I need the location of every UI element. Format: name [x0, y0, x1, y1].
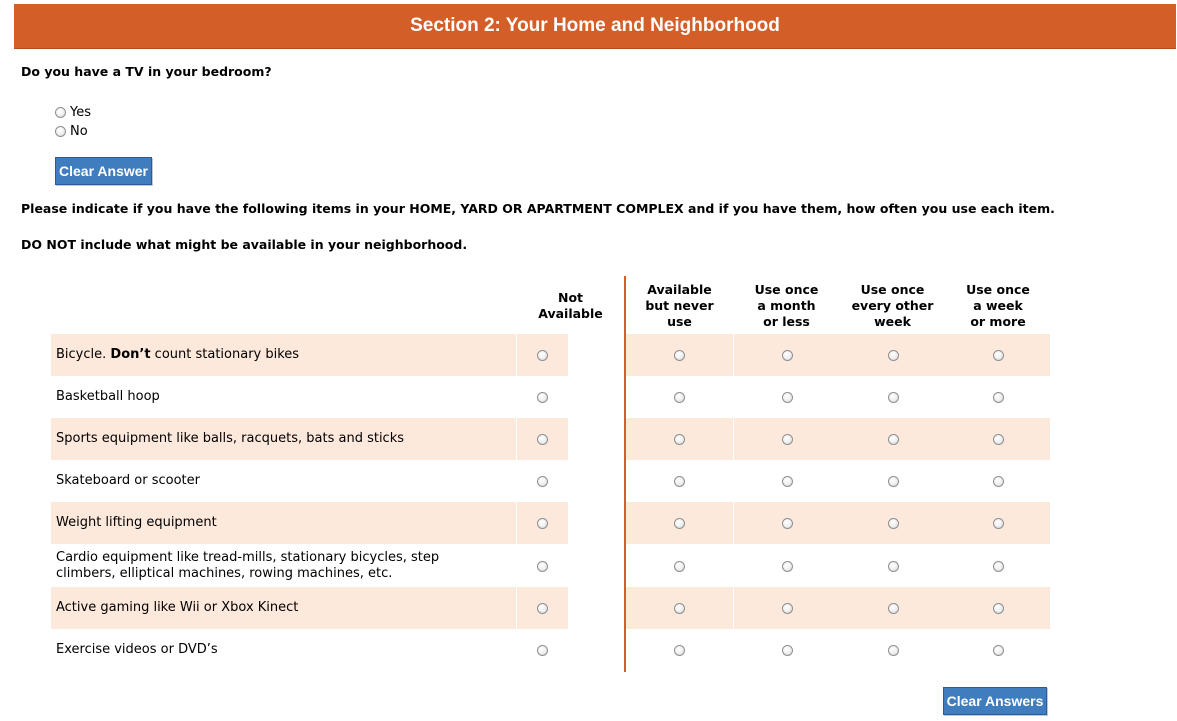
answer-cell: [517, 502, 568, 544]
answer-cell: [625, 418, 733, 460]
section-header: Section 2: Your Home and Neighborhood: [14, 4, 1176, 49]
frequency-radio[interactable]: [537, 518, 548, 529]
answer-cell: [625, 376, 733, 418]
frequency-radio[interactable]: [993, 350, 1004, 361]
answer-cell: [517, 460, 568, 502]
answer-cell: [734, 334, 840, 376]
answer-cell: [840, 587, 946, 629]
column-header-biweekly: Use once every other week: [851, 282, 934, 329]
frequency-radio[interactable]: [993, 561, 1004, 572]
answer-cell: [946, 460, 1050, 502]
frequency-radio[interactable]: [782, 392, 793, 403]
item-label: Skateboard or scooter: [56, 473, 200, 488]
frequency-radio[interactable]: [537, 434, 548, 445]
answer-cell: [840, 502, 946, 544]
answer-cell: [517, 334, 568, 376]
frequency-radio[interactable]: [674, 603, 685, 614]
item-label: Exercise videos or DVD’s: [56, 642, 218, 657]
frequency-radio[interactable]: [537, 645, 548, 656]
item-label: Cardio equipment like tread-mills, stationary bicycles, step climbers, elliptical machines, rowing machines, etc.: [56, 550, 440, 581]
answer-cell: [734, 587, 840, 629]
frequency-radio[interactable]: [993, 518, 1004, 529]
frequency-radio[interactable]: [993, 476, 1004, 487]
clear-answer-button[interactable]: Clear Answer: [55, 157, 152, 185]
frequency-radio[interactable]: [537, 350, 548, 361]
frequency-radio[interactable]: [674, 350, 685, 361]
frequency-radio[interactable]: [888, 603, 899, 614]
answer-cell: [734, 418, 840, 460]
frequency-radio[interactable]: [674, 434, 685, 445]
frequency-radio[interactable]: [674, 561, 685, 572]
column-header-monthly: Use once a month or less: [754, 282, 819, 329]
option-yes[interactable]: [55, 105, 91, 120]
item-label: Sports equipment like balls, racquets, bats and sticks: [51, 418, 516, 460]
frequency-radio[interactable]: [674, 518, 685, 529]
frequency-radio[interactable]: [537, 476, 548, 487]
answer-cell: [625, 587, 733, 629]
frequency-radio[interactable]: [674, 645, 685, 656]
answer-cell: [946, 418, 1050, 460]
frequency-radio[interactable]: [782, 561, 793, 572]
frequency-radio[interactable]: [537, 561, 548, 572]
frequency-radio[interactable]: [674, 476, 685, 487]
option-no-label: No: [70, 124, 88, 139]
item-label: Basketball hoop: [56, 389, 160, 404]
frequency-radio[interactable]: [993, 392, 1004, 403]
answer-cell: [946, 545, 1050, 587]
frequency-radio[interactable]: [888, 645, 899, 656]
frequency-radio[interactable]: [537, 603, 548, 614]
item-row: [51, 545, 1050, 587]
no-radio[interactable]: [55, 126, 66, 137]
frequency-radio[interactable]: [888, 350, 899, 361]
answer-cell: [517, 376, 568, 418]
frequency-radio[interactable]: [782, 518, 793, 529]
item-label: Weight lifting equipment: [51, 502, 516, 544]
option-no[interactable]: [55, 124, 88, 139]
frequency-radio[interactable]: [782, 476, 793, 487]
answer-cell: [840, 460, 946, 502]
answer-cell: [840, 629, 946, 671]
answer-cell: [625, 334, 733, 376]
item-row: [51, 460, 1050, 502]
column-header-weekly: Use once a week or more: [966, 282, 1030, 329]
answer-cell: [840, 545, 946, 587]
answer-cell: [517, 545, 568, 587]
item-label: Active gaming like Wii or Xbox Kinect: [51, 587, 516, 629]
answer-cell: [734, 376, 840, 418]
frequency-radio[interactable]: [888, 518, 899, 529]
item-row: [51, 502, 1050, 544]
answer-cell: [840, 418, 946, 460]
answer-cell: [625, 502, 733, 544]
answer-cell: [734, 460, 840, 502]
answer-cell: [625, 629, 733, 671]
item-row: [51, 587, 1050, 629]
item-label: Bicycle. Don’t count stationary bikes: [51, 334, 516, 376]
column-header-not-available: Not Available: [538, 290, 603, 321]
answer-cell: [517, 629, 568, 671]
answer-cell: [946, 587, 1050, 629]
option-yes-label: Yes: [70, 105, 91, 120]
answer-cell: [946, 334, 1050, 376]
answer-cell: [734, 502, 840, 544]
frequency-radio[interactable]: [993, 645, 1004, 656]
frequency-radio[interactable]: [888, 561, 899, 572]
frequency-radio[interactable]: [782, 434, 793, 445]
answer-cell: [946, 629, 1050, 671]
clear-answers-button[interactable]: Clear Answers: [943, 687, 1047, 715]
answer-cell: [517, 587, 568, 629]
answer-cell: [840, 334, 946, 376]
answer-cell: [734, 545, 840, 587]
frequency-radio[interactable]: [782, 603, 793, 614]
answer-cell: [840, 376, 946, 418]
instruction-text: Please indicate if you have the following items in your HOME, YARD OR APARTMENT COMPLEX and if you have them, how often you use each item.: [21, 201, 1055, 216]
frequency-radio[interactable]: [782, 645, 793, 656]
answer-cell: [734, 629, 840, 671]
column-header-available-never-use: Available but never use: [645, 282, 714, 329]
item-row: [51, 629, 1050, 671]
item-row: [51, 334, 1050, 376]
frequency-radio[interactable]: [782, 350, 793, 361]
answer-cell: [946, 376, 1050, 418]
item-row: [51, 418, 1050, 460]
frequency-radio[interactable]: [888, 476, 899, 487]
answer-cell: [517, 418, 568, 460]
frequency-radio[interactable]: [993, 603, 1004, 614]
yes-radio[interactable]: [55, 107, 66, 118]
column-divider: [624, 276, 626, 672]
answer-cell: [625, 460, 733, 502]
answer-cell: [625, 545, 733, 587]
answer-cell: [946, 502, 1050, 544]
frequency-radio[interactable]: [888, 434, 899, 445]
exclusion-note: DO NOT include what might be available in your neighborhood.: [21, 237, 468, 252]
frequency-radio[interactable]: [674, 392, 685, 403]
frequency-radio[interactable]: [537, 392, 548, 403]
item-row: [51, 376, 1050, 418]
frequency-radio[interactable]: [888, 392, 899, 403]
frequency-radio[interactable]: [993, 434, 1004, 445]
tv-question: Do you have a TV in your bedroom?: [21, 64, 272, 79]
